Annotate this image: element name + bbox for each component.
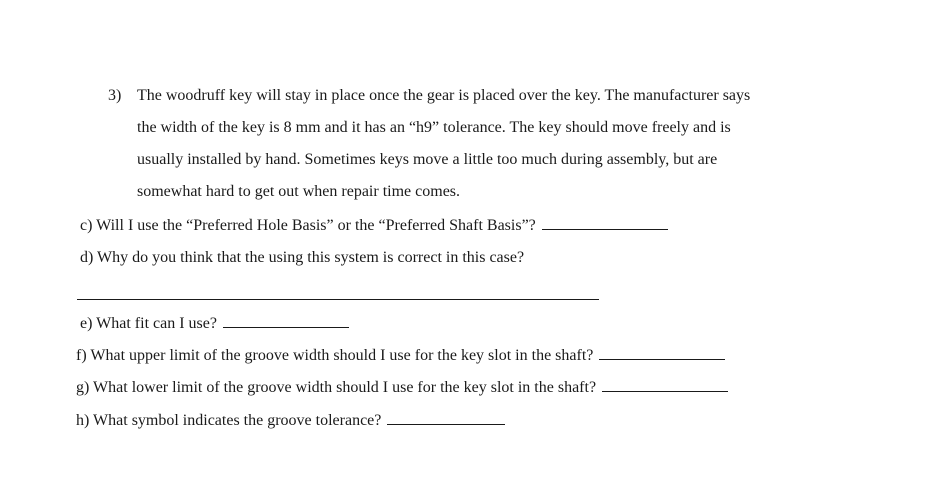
answer-blank-h[interactable] xyxy=(387,410,505,425)
subquestion-c xyxy=(80,215,668,236)
question-paragraph-line-1: The woodruff key will stay in place once the gear is placed over the key. The manufacturer says xyxy=(137,87,751,104)
subquestion-c-text: c) Will I use the “Preferred Hole Basis” or the “Preferred Shaft Basis”? xyxy=(80,217,536,234)
subquestion-e xyxy=(80,313,349,334)
subquestion-d-text: d) Why do you think that the using this system is correct in this case? xyxy=(80,249,525,266)
subquestion-f xyxy=(76,345,725,366)
question-paragraph-line-3: usually installed by hand. Sometimes keys move a little too much during assembly, but are xyxy=(137,151,718,168)
answer-blank-f[interactable] xyxy=(599,345,725,360)
subquestion-g xyxy=(76,377,728,398)
answer-blank-d[interactable] xyxy=(77,299,599,300)
question-paragraph-line-4: somewhat hard to get out when repair time comes. xyxy=(137,183,461,200)
subquestion-d xyxy=(80,248,524,268)
answer-blank-c[interactable] xyxy=(542,215,668,230)
subquestion-h-text: h) What symbol indicates the groove tolerance? xyxy=(76,412,382,429)
subquestion-e-text: e) What fit can I use? xyxy=(80,315,217,332)
question-paragraph-line-2: the width of the key is 8 mm and it has an “h9” tolerance. The key should move freely and is xyxy=(137,119,731,136)
answer-blank-g[interactable] xyxy=(602,377,728,392)
subquestion-h xyxy=(76,410,505,431)
question-number: 3) xyxy=(108,87,122,104)
answer-blank-e[interactable] xyxy=(223,313,349,328)
subquestion-g-text: g) What lower limit of the groove width should I use for the key slot in the shaft? xyxy=(76,379,597,396)
subquestion-f-text: f) What upper limit of the groove width should I use for the key slot in the shaft? xyxy=(76,347,594,364)
